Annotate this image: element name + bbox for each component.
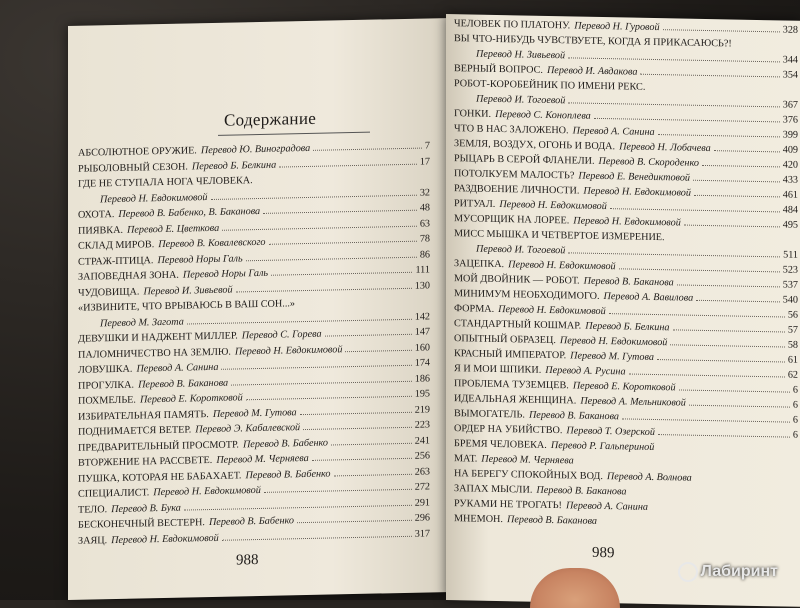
entry-page: 484 [782, 204, 798, 216]
entry-translator: Перевод Е. Цветкова [127, 222, 220, 236]
entry-page: 537 [782, 279, 798, 291]
toc-entry [454, 393, 798, 411]
leader-dots [677, 284, 780, 287]
page-number-right: 989 [592, 544, 615, 562]
entry-translator: Перевод В. Баканова [583, 275, 674, 289]
entry-page: 291 [414, 496, 430, 509]
toc-entry [454, 438, 798, 456]
entry-translator: Перевод М. Черняева [481, 453, 574, 467]
entry-page: 540 [782, 294, 798, 306]
entry-page: 6 [792, 414, 798, 426]
entry-translator: Перевод А. Санина [572, 125, 655, 139]
leader-dots [658, 134, 780, 137]
entry-page: 17 [419, 155, 430, 168]
entry-translator: Перевод В. Баканова [506, 514, 598, 527]
entry-title: ПОТОЛКУЕМ МАЛОСТЬ? [454, 168, 575, 182]
entry-translator: Перевод Н. Лобачева [619, 141, 711, 155]
entry-title: ЗАПАХ МЫСЛИ. [454, 483, 533, 496]
entry-translator: Перевод Н. Евдокимовой [153, 484, 261, 499]
entry-title: ЗАЦЕПКА. [454, 258, 505, 271]
leader-dots [673, 329, 785, 332]
entry-translator: Перевод Н. Евдокимовой [559, 335, 668, 349]
entry-title: СТАНДАРТНЫЙ КОШМАР. [454, 318, 582, 332]
leader-dots [629, 374, 785, 378]
toc-entry [454, 273, 798, 291]
entry-title: БРЕМЯ ЧЕЛОВЕКА. [454, 438, 547, 451]
leader-dots [334, 473, 412, 476]
entry-title: РИТУАЛ. [454, 198, 496, 210]
entry-title: ПРОБЛЕМА ТУЗЕМЦЕВ. [454, 378, 569, 392]
toc-entry [454, 258, 798, 276]
entry-title: ФОРМА. [454, 303, 495, 315]
entry-title: ЧЕЛОВЕК ПО ПЛАТОНУ. [454, 18, 571, 32]
toc-entry [454, 408, 798, 426]
entry-translator: Перевод И. Тогоевой [476, 243, 566, 257]
entry-translator: Перевод В. Баканова [536, 484, 627, 498]
entry-page: 256 [414, 450, 430, 462]
leader-dots [271, 272, 412, 276]
entry-page: 367 [782, 99, 798, 111]
leader-dots [568, 102, 779, 107]
toc-heading: Содержание [224, 108, 317, 130]
entry-translator: Перевод А. Санина [136, 361, 219, 375]
entry-title: ПАЛОМНИЧЕСТВО НА ЗЕМЛЮ. [78, 346, 231, 361]
leader-dots [222, 225, 417, 230]
entry-translator: Перевод Н. Зивьевой [476, 48, 566, 62]
entry-page: 376 [782, 114, 798, 126]
entry-title: МАТ. [454, 453, 478, 465]
toc-entry [454, 198, 798, 216]
entry-title: СПЕЦИАЛИСТ. [78, 487, 150, 500]
entry-translator: Перевод В. Баканова [528, 409, 620, 423]
leader-dots [658, 434, 790, 438]
entry-page: 61 [787, 354, 798, 366]
entry-page: 6 [792, 399, 798, 411]
entry-title: ВЫМОГАТЕЛЬ. [454, 408, 525, 421]
toc-entry [454, 468, 798, 486]
leader-dots [297, 520, 412, 523]
leader-dots [640, 74, 779, 78]
leader-dots [622, 418, 790, 422]
leader-dots [300, 411, 412, 414]
entry-title: ПОДНИМАЕТСЯ ВЕТЕР. [78, 424, 192, 438]
entry-page: 296 [414, 512, 430, 524]
leader-dots [657, 359, 785, 362]
entry-page: 147 [414, 326, 430, 338]
toc-entry [454, 168, 798, 186]
entry-translator: Перевод Н. Евдокимовой [573, 215, 681, 229]
entry-title: СТРАЖ-ПТИЦА. [78, 254, 154, 268]
entry-title: ЗАПОВЕДНАЯ ЗОНА. [78, 269, 179, 283]
toc-entry [454, 48, 798, 66]
leader-dots [246, 256, 417, 261]
leader-dots [568, 57, 780, 62]
entry-translator: Перевод А. Санина [565, 500, 648, 513]
heading-underline [218, 132, 370, 136]
entry-translator: Перевод В. Ковалевского [158, 236, 266, 251]
toc-entry [454, 288, 798, 306]
entry-translator: Перевод В. Бабенко [242, 437, 328, 450]
entry-page: 317 [414, 527, 430, 540]
entry-translator: Перевод Н. Евдокимовой [234, 343, 343, 358]
entry-page: 63 [419, 217, 430, 230]
entry-translator: Перевод А. Мельниковой [580, 395, 686, 409]
entry-translator: Перевод Н. Евдокимовой [100, 191, 208, 205]
leader-dots [684, 225, 780, 228]
entry-title: МИНИМУМ НЕОБХОДИМОГО. [454, 288, 600, 302]
leader-dots [264, 489, 412, 493]
entry-title: ТЕЛО. [78, 503, 108, 516]
leader-dots [221, 365, 411, 370]
entry-title: ВЫ ЧТО-НИБУДЬ ЧУВСТВУЕТЕ, КОГДА Я ПРИКАСАЮСЬ?! [454, 33, 732, 50]
entry-translator: Перевод Н. Евдокимовой [498, 304, 606, 318]
entry-title: МУСОРЩИК НА ЛОРЕЕ. [454, 213, 570, 227]
entry-translator: Перевод Е. Коротковой [139, 392, 243, 406]
toc-entry [454, 318, 798, 336]
leader-dots [663, 29, 780, 32]
entry-translator: Перевод И. Авдакова [546, 64, 638, 78]
entry-title: ПУШКА, КОТОРАЯ НЕ БАБАХАЕТ. [78, 469, 242, 485]
entry-title: РУКАМИ НЕ ТРОГАТЬ! [454, 498, 562, 512]
toc-entry [454, 33, 798, 51]
entry-page: 495 [782, 219, 798, 231]
entry-title: ОПЫТНЫЙ ОБРАЗЕЦ. [454, 333, 556, 347]
right-page [446, 14, 800, 607]
leader-dots [263, 210, 417, 214]
entry-translator: Перевод Р. Гальпериной [550, 440, 655, 454]
toc-entry [454, 108, 798, 126]
entry-title: НА БЕРЕГУ СПОКОЙНЫХ ВОД. [454, 468, 603, 483]
toc-entry [454, 228, 798, 246]
toc-entry [454, 483, 798, 501]
leader-dots [670, 344, 784, 347]
entry-page: 272 [414, 481, 430, 493]
entry-title: РОБОТ-КОРОБЕЙНИК ПО ИМЕНИ РЕКС. [454, 78, 646, 93]
entry-translator: Перевод А. Вавилова [603, 291, 694, 304]
toc-entry [454, 378, 798, 396]
leader-dots [693, 180, 780, 183]
entry-page: 78 [419, 233, 430, 245]
entry-page: 111 [415, 264, 430, 276]
entry-translator: Перевод М. Загота [100, 316, 184, 329]
entry-page: 142 [414, 310, 430, 323]
toc-entry [454, 153, 798, 171]
leader-dots [619, 268, 780, 272]
entry-translator: Перевод И. Зивьевой [143, 284, 233, 297]
entry-translator: Перевод М. Гутова [212, 406, 297, 420]
toc-entry [454, 243, 798, 261]
watermark [678, 562, 778, 582]
toc-entry [454, 333, 798, 351]
entry-page: 7 [424, 140, 430, 152]
entry-title: ЧУДОВИЩА. [78, 286, 140, 299]
entry-page: 186 [414, 372, 430, 385]
leader-dots [696, 300, 780, 303]
entry-title: ДЕВУШКИ И НАДЖЕНТ МИЛЛЕР. [78, 330, 238, 345]
toc-entry [454, 183, 798, 201]
entry-page: 433 [782, 174, 798, 186]
entry-translator: Перевод С. Горева [241, 328, 322, 342]
entry-page: 461 [782, 189, 798, 201]
entry-translator: Перевод В. Баканова [138, 377, 229, 391]
toc-entry [454, 348, 798, 366]
entry-page: 6 [792, 384, 798, 396]
entry-page: 223 [414, 419, 430, 431]
entry-page: 344 [782, 54, 798, 66]
entry-page: 130 [414, 279, 430, 292]
entry-title: БЕСКОНЕЧНЫЙ ВЕСТЕРН. [78, 517, 205, 531]
entry-title: ПРЕДВАРИТЕЛЬНЫЙ ПРОСМОТР. [78, 438, 239, 454]
entry-translator: Перевод Норы Галь [182, 267, 269, 281]
entry-title: ИЗБИРАТЕЛЬНАЯ ПАМЯТЬ. [78, 408, 209, 423]
entry-translator: Перевод С. Коноплева [495, 108, 591, 122]
entry-title: РАЗДВОЕНИЕ ЛИЧНОСТИ. [454, 183, 580, 197]
page-number-left: 988 [236, 552, 259, 569]
entry-title: ЛОВУШКА. [78, 363, 133, 376]
entry-title: СКЛАД МИРОВ. [78, 239, 155, 252]
labyrinth-logo-icon [678, 562, 698, 582]
entry-page: 62 [787, 369, 798, 381]
leader-dots [211, 194, 417, 199]
entry-page: 48 [419, 202, 430, 214]
entry-translator: Перевод Т. Озерской [566, 425, 655, 439]
entry-translator: Перевод Ю. Виноградова [200, 142, 311, 157]
entry-translator: Перевод Норы Галь [157, 252, 243, 266]
entry-title: ПИЯВКА. [78, 224, 124, 237]
left-page [68, 18, 446, 600]
entry-translator: Перевод Н. Евдокимовой [583, 185, 691, 199]
entry-translator: Перевод Н. Гуровой [574, 20, 660, 34]
entry-title: ПРОГУЛКА. [78, 379, 135, 392]
entry-title: МИСС МЫШКА И ЧЕТВЕРТОЕ ИЗМЕРЕНИЕ. [454, 228, 665, 244]
entry-translator: Перевод Б. Белкина [585, 320, 670, 334]
leader-dots [313, 148, 422, 151]
entry-title: АБСОЛЮТНОЕ ОРУЖИЕ. [78, 145, 197, 159]
leader-dots [303, 427, 412, 430]
entry-translator: Перевод А. Волнова [606, 471, 692, 484]
leader-dots [345, 349, 411, 351]
entry-translator: Перевод М. Гутова [570, 350, 654, 363]
entry-page: 6 [792, 429, 798, 441]
leader-dots [269, 241, 417, 245]
entry-translator: Перевод А. Русина [545, 364, 626, 378]
leader-dots [279, 163, 417, 167]
toc-entry [454, 213, 798, 231]
entry-translator: Перевод М. Черняева [216, 452, 309, 466]
toc-entry [454, 18, 798, 36]
toc-entry [454, 423, 798, 441]
entry-title: РЫБОЛОВНЫЙ СЕЗОН. [78, 160, 188, 175]
entry-title: «ИЗВИНИТЕ, ЧТО ВРЫВАЮСЬ В ВАШ СОН...» [78, 298, 296, 314]
entry-title: ВТОРЖЕНИЕ НА РАССВЕТЕ. [78, 454, 213, 469]
leader-dots [594, 118, 780, 123]
toc-entry [454, 453, 798, 471]
entry-translator: Перевод В. Бабенко [208, 515, 294, 529]
toc-entry [454, 363, 798, 381]
entry-title: МНЕМОН. [454, 513, 503, 526]
entry-page: 58 [787, 339, 798, 351]
leader-dots [236, 287, 412, 292]
leader-dots [714, 150, 780, 152]
toc-entry [454, 498, 798, 516]
leader-dots [694, 195, 780, 198]
entry-page: 523 [782, 264, 798, 276]
entry-title: ОРДЕР НА УБИЙСТВО. [454, 423, 563, 437]
entry-title: РЫЦАРЬ В СЕРОЙ ФЛАНЕЛИ. [454, 153, 595, 167]
leader-dots [679, 389, 790, 392]
entry-page: 57 [787, 324, 798, 336]
toc-entry [454, 63, 798, 81]
leader-dots [610, 208, 780, 212]
entry-translator: Перевод И. Тогоевой [476, 93, 566, 107]
entry-translator: Перевод Е. Коротковой [572, 380, 676, 394]
entry-title: Я И МОИ ШПИКИ. [454, 363, 542, 376]
toc-entry [78, 528, 430, 546]
entry-page: 241 [414, 434, 430, 447]
entry-title: ЧТО В НАС ЗАЛОЖЕНО. [454, 123, 569, 137]
entry-translator: Перевод Н. Евдокимовой [111, 532, 219, 546]
leader-dots [568, 252, 780, 257]
entry-title: КРАСНЫЙ ИМПЕРАТОР. [454, 348, 567, 362]
entry-page: 328 [782, 24, 798, 36]
leader-dots [609, 313, 785, 317]
entry-translator: Перевод В. Бабенко [245, 468, 331, 481]
toc-entry [454, 93, 798, 111]
entry-page: 174 [414, 357, 430, 369]
toc-entry [454, 303, 798, 321]
entry-page: 263 [414, 465, 430, 478]
entry-page: 195 [414, 388, 430, 400]
entry-page: 420 [782, 159, 798, 171]
entry-translator: Перевод Е. Венедиктовой [578, 170, 691, 184]
toc-entry [454, 78, 798, 96]
entry-title: ГОНКИ. [454, 108, 492, 120]
leader-dots [222, 535, 412, 540]
entry-page: 160 [414, 341, 430, 354]
entry-page: 399 [782, 129, 798, 141]
entry-title: ОХОТА. [78, 209, 115, 221]
entry-title: ПОХМЕЛЬЕ. [78, 394, 136, 407]
entry-page: 56 [787, 309, 798, 321]
leader-dots [246, 396, 412, 400]
entry-page: 511 [783, 249, 798, 261]
entry-title: ВЕРНЫЙ ВОПРОС. [454, 63, 543, 76]
toc-entry [454, 138, 798, 156]
entry-translator: Перевод Б. Белкина [191, 159, 277, 172]
entry-page: 86 [419, 248, 430, 261]
entry-translator: Перевод Э. Кабалевской [195, 422, 301, 436]
watermark-text: Лабиринт [700, 563, 778, 580]
entry-page: 32 [419, 186, 430, 199]
entry-translator: Перевод В. Скороденко [598, 155, 699, 169]
entry-title: МОЙ ДВОЙНИК — РОБОТ. [454, 273, 580, 287]
leader-dots [331, 442, 412, 445]
entry-page: 219 [414, 403, 430, 416]
entry-title: ГДЕ НЕ СТУПАЛА НОГА ЧЕЛОВЕКА. [78, 175, 253, 190]
entry-title: ИДЕАЛЬНАЯ ЖЕНЩИНА. [454, 393, 577, 407]
leader-dots [312, 458, 412, 461]
entry-translator: Перевод Н. Евдокимовой [508, 259, 616, 273]
entry-page: 354 [782, 69, 798, 81]
leader-dots [325, 334, 412, 337]
toc-entry [454, 123, 798, 141]
entry-translator: Перевод В. Бабенко, В. Баканова [118, 205, 261, 220]
leader-dots [231, 380, 412, 385]
entry-translator: Перевод В. Бука [111, 502, 181, 515]
leader-dots [184, 504, 412, 510]
leader-dots [187, 318, 412, 324]
leader-dots [702, 165, 780, 167]
entry-translator: Перевод Н. Евдокимовой [499, 199, 607, 213]
entry-title: ЗЕМЛЯ, ВОЗДУХ, ОГОНЬ И ВОДА. [454, 138, 616, 153]
leader-dots [689, 405, 790, 408]
entry-title: ЗАЯЦ. [78, 534, 108, 547]
toc-entry [454, 513, 798, 531]
entry-page: 409 [782, 144, 798, 156]
